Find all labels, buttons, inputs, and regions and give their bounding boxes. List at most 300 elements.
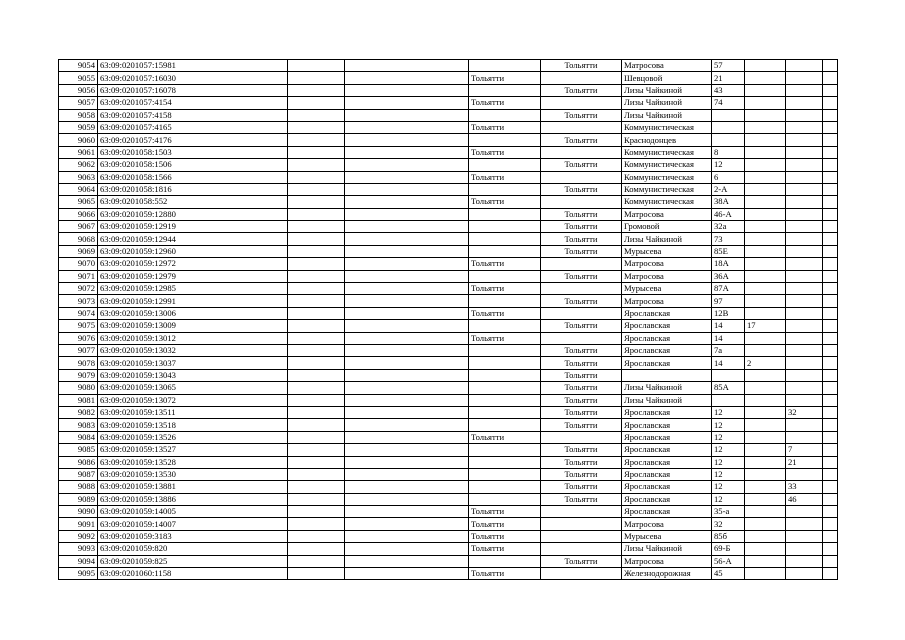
building-cell — [745, 506, 786, 518]
building-cell — [745, 97, 786, 109]
cadastral-number-cell: 63:09:0201059:12985 — [98, 283, 288, 295]
trailing-cell — [823, 245, 838, 257]
building-cell — [745, 369, 786, 381]
locality-cell — [541, 307, 622, 319]
empty-cell-b — [345, 406, 469, 418]
building-cell — [745, 60, 786, 72]
empty-cell-a — [288, 493, 345, 505]
row-number-cell: 9084 — [59, 431, 98, 443]
empty-cell-a — [288, 109, 345, 121]
table-row — [59, 283, 838, 295]
empty-cell-b — [345, 307, 469, 319]
empty-cell-b — [345, 171, 469, 183]
city-cell — [469, 208, 541, 220]
street-cell: Лизы Чайкиной — [622, 109, 712, 121]
building-cell — [745, 72, 786, 84]
building-cell — [745, 183, 786, 195]
locality-cell — [541, 518, 622, 530]
house-cell: 7а — [712, 344, 745, 356]
house-cell: 12 — [712, 419, 745, 431]
building-cell — [745, 419, 786, 431]
apartment-cell — [786, 159, 823, 171]
house-cell: 12В — [712, 307, 745, 319]
cadastral-number-cell: 63:09:0201059:12880 — [98, 208, 288, 220]
row-number-cell: 9079 — [59, 369, 98, 381]
apartment-cell — [786, 134, 823, 146]
empty-cell-a — [288, 568, 345, 580]
row-number-cell: 9082 — [59, 406, 98, 418]
house-cell: 35-а — [712, 506, 745, 518]
trailing-cell — [823, 555, 838, 567]
row-number-cell: 9088 — [59, 481, 98, 493]
row-number-cell: 9074 — [59, 307, 98, 319]
row-number-cell: 9067 — [59, 221, 98, 233]
apartment-cell — [786, 196, 823, 208]
street-cell: Ярославская — [622, 431, 712, 443]
row-number-cell: 9065 — [59, 196, 98, 208]
city-cell: Тольятти — [469, 332, 541, 344]
city-cell: Тольятти — [469, 196, 541, 208]
empty-cell-a — [288, 208, 345, 220]
trailing-cell — [823, 444, 838, 456]
row-number-cell: 9056 — [59, 84, 98, 96]
street-cell: Железнодорожная — [622, 568, 712, 580]
street-cell: Коммунистическая — [622, 121, 712, 133]
apartment-cell: 33 — [786, 481, 823, 493]
house-cell: 32 — [712, 518, 745, 530]
house-cell: 46-А — [712, 208, 745, 220]
city-cell — [469, 444, 541, 456]
house-cell: 85А — [712, 382, 745, 394]
city-cell — [469, 159, 541, 171]
street-cell: Краснодонцев — [622, 134, 712, 146]
city-cell: Тольятти — [469, 543, 541, 555]
apartment-cell — [786, 146, 823, 158]
cadastral-number-cell: 63:09:0201059:14005 — [98, 506, 288, 518]
city-cell — [469, 555, 541, 567]
row-number-cell: 9060 — [59, 134, 98, 146]
locality-cell — [541, 171, 622, 183]
house-cell: 85б — [712, 530, 745, 542]
cadastral-number-cell: 63:09:0201058:1503 — [98, 146, 288, 158]
city-cell — [469, 357, 541, 369]
table-row — [59, 208, 838, 220]
building-cell: 17 — [745, 320, 786, 332]
building-cell — [745, 146, 786, 158]
empty-cell-b — [345, 233, 469, 245]
city-cell — [469, 183, 541, 195]
empty-cell-a — [288, 369, 345, 381]
house-cell: 14 — [712, 320, 745, 332]
table-row — [59, 320, 838, 332]
row-number-cell: 9090 — [59, 506, 98, 518]
cadastral-number-cell: 63:09:0201058:1506 — [98, 159, 288, 171]
locality-cell: Тольятти — [541, 320, 622, 332]
empty-cell-b — [345, 456, 469, 468]
empty-cell-b — [345, 221, 469, 233]
cadastral-number-cell: 63:09:0201059:13527 — [98, 444, 288, 456]
empty-cell-b — [345, 506, 469, 518]
locality-cell — [541, 196, 622, 208]
city-cell: Тольятти — [469, 307, 541, 319]
locality-cell: Тольятти — [541, 183, 622, 195]
row-number-cell: 9066 — [59, 208, 98, 220]
apartment-cell — [786, 320, 823, 332]
table-row — [59, 109, 838, 121]
locality-cell — [541, 72, 622, 84]
empty-cell-b — [345, 72, 469, 84]
apartment-cell: 21 — [786, 456, 823, 468]
locality-cell: Тольятти — [541, 109, 622, 121]
row-number-cell: 9085 — [59, 444, 98, 456]
street-cell: Матросова — [622, 555, 712, 567]
cadastral-number-cell: 63:09:0201059:13037 — [98, 357, 288, 369]
table-row — [59, 481, 838, 493]
empty-cell-b — [345, 320, 469, 332]
locality-cell: Тольятти — [541, 295, 622, 307]
street-cell: Матросова — [622, 295, 712, 307]
trailing-cell — [823, 121, 838, 133]
empty-cell-b — [345, 419, 469, 431]
table-row — [59, 97, 838, 109]
trailing-cell — [823, 270, 838, 282]
table-row — [59, 344, 838, 356]
table-row — [59, 245, 838, 257]
row-number-cell: 9072 — [59, 283, 98, 295]
apartment-cell — [786, 295, 823, 307]
empty-cell-a — [288, 221, 345, 233]
empty-cell-a — [288, 543, 345, 555]
row-number-cell: 9058 — [59, 109, 98, 121]
cadastral-number-cell: 63:09:0201057:4154 — [98, 97, 288, 109]
building-cell — [745, 270, 786, 282]
empty-cell-a — [288, 121, 345, 133]
apartment-cell — [786, 270, 823, 282]
building-cell — [745, 555, 786, 567]
empty-cell-a — [288, 270, 345, 282]
apartment-cell — [786, 183, 823, 195]
building-cell — [745, 444, 786, 456]
empty-cell-a — [288, 357, 345, 369]
empty-cell-a — [288, 171, 345, 183]
empty-cell-a — [288, 456, 345, 468]
row-number-cell: 9064 — [59, 183, 98, 195]
locality-cell — [541, 146, 622, 158]
street-cell: Шевцовой — [622, 72, 712, 84]
row-number-cell: 9055 — [59, 72, 98, 84]
cadastral-number-cell: 63:09:0201059:12944 — [98, 233, 288, 245]
building-cell — [745, 208, 786, 220]
empty-cell-a — [288, 245, 345, 257]
city-cell: Тольятти — [469, 258, 541, 270]
empty-cell-a — [288, 233, 345, 245]
empty-cell-a — [288, 332, 345, 344]
table-row — [59, 555, 838, 567]
row-number-cell: 9077 — [59, 344, 98, 356]
table-row — [59, 159, 838, 171]
house-cell — [712, 134, 745, 146]
table-row — [59, 121, 838, 133]
building-cell — [745, 221, 786, 233]
street-cell: Коммунистическая — [622, 146, 712, 158]
empty-cell-b — [345, 109, 469, 121]
street-cell: Лизы Чайкиной — [622, 543, 712, 555]
city-cell — [469, 369, 541, 381]
trailing-cell — [823, 320, 838, 332]
empty-cell-a — [288, 72, 345, 84]
cadastral-number-cell: 63:09:0201059:12919 — [98, 221, 288, 233]
row-number-cell: 9061 — [59, 146, 98, 158]
house-cell: 12 — [712, 456, 745, 468]
table-row — [59, 530, 838, 542]
empty-cell-a — [288, 159, 345, 171]
apartment-cell — [786, 233, 823, 245]
locality-cell: Тольятти — [541, 233, 622, 245]
empty-cell-a — [288, 481, 345, 493]
table-row — [59, 468, 838, 480]
building-cell — [745, 258, 786, 270]
trailing-cell — [823, 183, 838, 195]
apartment-cell — [786, 283, 823, 295]
locality-cell: Тольятти — [541, 60, 622, 72]
street-cell: Коммунистическая — [622, 159, 712, 171]
empty-cell-a — [288, 530, 345, 542]
building-cell — [745, 456, 786, 468]
empty-cell-b — [345, 196, 469, 208]
locality-cell: Тольятти — [541, 444, 622, 456]
trailing-cell — [823, 456, 838, 468]
empty-cell-a — [288, 295, 345, 307]
row-number-cell: 9080 — [59, 382, 98, 394]
street-cell: Ярославская — [622, 344, 712, 356]
empty-cell-b — [345, 382, 469, 394]
street-cell — [622, 369, 712, 381]
house-cell: 12 — [712, 406, 745, 418]
house-cell: 69-Б — [712, 543, 745, 555]
house-cell: 18А — [712, 258, 745, 270]
row-number-cell: 9089 — [59, 493, 98, 505]
empty-cell-b — [345, 493, 469, 505]
city-cell: Тольятти — [469, 146, 541, 158]
building-cell — [745, 84, 786, 96]
building-cell — [745, 159, 786, 171]
empty-cell-b — [345, 357, 469, 369]
trailing-cell — [823, 382, 838, 394]
table-row — [59, 84, 838, 96]
apartment-cell — [786, 344, 823, 356]
house-cell: 12 — [712, 481, 745, 493]
row-number-cell: 9071 — [59, 270, 98, 282]
trailing-cell — [823, 394, 838, 406]
street-cell: Коммунистическая — [622, 171, 712, 183]
city-cell: Тольятти — [469, 506, 541, 518]
cadastral-number-cell: 63:09:0201057:16030 — [98, 72, 288, 84]
city-cell — [469, 60, 541, 72]
street-cell: Ярославская — [622, 307, 712, 319]
empty-cell-b — [345, 134, 469, 146]
street-cell: Ярославская — [622, 444, 712, 456]
empty-cell-b — [345, 530, 469, 542]
apartment-cell — [786, 60, 823, 72]
street-cell: Лизы Чайкиной — [622, 382, 712, 394]
apartment-cell — [786, 543, 823, 555]
house-cell: 14 — [712, 332, 745, 344]
cadastral-number-cell: 63:09:0201059:12979 — [98, 270, 288, 282]
house-cell: 32а — [712, 221, 745, 233]
city-cell — [469, 382, 541, 394]
trailing-cell — [823, 134, 838, 146]
house-cell: 12 — [712, 159, 745, 171]
table-row — [59, 270, 838, 282]
table-row — [59, 518, 838, 530]
building-cell — [745, 431, 786, 443]
locality-cell: Тольятти — [541, 394, 622, 406]
trailing-cell — [823, 431, 838, 443]
trailing-cell — [823, 518, 838, 530]
house-cell: 6 — [712, 171, 745, 183]
table-row — [59, 431, 838, 443]
city-cell — [469, 481, 541, 493]
house-cell: 12 — [712, 444, 745, 456]
street-cell: Мурысева — [622, 245, 712, 257]
cadastral-number-cell: 63:09:0201059:12991 — [98, 295, 288, 307]
table-body — [59, 60, 838, 580]
cadastral-number-cell: 63:09:0201059:13072 — [98, 394, 288, 406]
street-cell: Лизы Чайкиной — [622, 394, 712, 406]
cadastral-number-cell: 63:09:0201059:820 — [98, 543, 288, 555]
building-cell — [745, 568, 786, 580]
table-row — [59, 419, 838, 431]
building-cell — [745, 394, 786, 406]
apartment-cell — [786, 84, 823, 96]
street-cell: Лизы Чайкиной — [622, 97, 712, 109]
building-cell — [745, 196, 786, 208]
cadastral-number-cell: 63:09:0201059:825 — [98, 555, 288, 567]
trailing-cell — [823, 468, 838, 480]
city-cell — [469, 84, 541, 96]
building-cell — [745, 134, 786, 146]
street-cell: Матросова — [622, 518, 712, 530]
house-cell — [712, 121, 745, 133]
cadastral-number-cell: 63:09:0201059:14007 — [98, 518, 288, 530]
trailing-cell — [823, 357, 838, 369]
table-row — [59, 233, 838, 245]
trailing-cell — [823, 72, 838, 84]
street-cell: Мурысева — [622, 530, 712, 542]
cadastral-number-cell: 63:09:0201059:13009 — [98, 320, 288, 332]
row-number-cell: 9087 — [59, 468, 98, 480]
cadastral-number-cell: 63:09:0201059:13012 — [98, 332, 288, 344]
trailing-cell — [823, 295, 838, 307]
empty-cell-a — [288, 196, 345, 208]
house-cell: 2-А — [712, 183, 745, 195]
locality-cell: Тольятти — [541, 270, 622, 282]
building-cell — [745, 468, 786, 480]
city-cell — [469, 270, 541, 282]
row-number-cell: 9068 — [59, 233, 98, 245]
trailing-cell — [823, 543, 838, 555]
house-cell: 73 — [712, 233, 745, 245]
empty-cell-b — [345, 258, 469, 270]
trailing-cell — [823, 60, 838, 72]
cadastral-number-cell: 63:09:0201059:3183 — [98, 530, 288, 542]
empty-cell-a — [288, 320, 345, 332]
locality-cell — [541, 258, 622, 270]
trailing-cell — [823, 84, 838, 96]
row-number-cell: 9059 — [59, 121, 98, 133]
building-cell — [745, 481, 786, 493]
street-cell: Ярославская — [622, 320, 712, 332]
locality-cell — [541, 431, 622, 443]
cadastral-number-cell: 63:09:0201059:13886 — [98, 493, 288, 505]
row-number-cell: 9092 — [59, 530, 98, 542]
building-cell — [745, 406, 786, 418]
street-cell: Мурысева — [622, 283, 712, 295]
trailing-cell — [823, 283, 838, 295]
trailing-cell — [823, 258, 838, 270]
apartment-cell — [786, 530, 823, 542]
row-number-cell: 9062 — [59, 159, 98, 171]
trailing-cell — [823, 97, 838, 109]
cadastral-number-cell: 63:09:0201059:13518 — [98, 419, 288, 431]
street-cell: Ярославская — [622, 481, 712, 493]
empty-cell-a — [288, 283, 345, 295]
table-row — [59, 307, 838, 319]
apartment-cell — [786, 431, 823, 443]
trailing-cell — [823, 159, 838, 171]
empty-cell-b — [345, 60, 469, 72]
city-cell: Тольятти — [469, 518, 541, 530]
building-cell — [745, 530, 786, 542]
cadastral-number-cell: 63:09:0201059:13065 — [98, 382, 288, 394]
locality-cell: Тольятти — [541, 221, 622, 233]
building-cell — [745, 518, 786, 530]
trailing-cell — [823, 530, 838, 542]
empty-cell-b — [345, 159, 469, 171]
apartment-cell — [786, 121, 823, 133]
cadastral-number-cell: 63:09:0201057:4176 — [98, 134, 288, 146]
building-cell — [745, 121, 786, 133]
cadastral-number-cell: 63:09:0201058:1566 — [98, 171, 288, 183]
row-number-cell: 9091 — [59, 518, 98, 530]
apartment-cell — [786, 382, 823, 394]
locality-cell — [541, 568, 622, 580]
table-row — [59, 221, 838, 233]
row-number-cell: 9075 — [59, 320, 98, 332]
locality-cell — [541, 283, 622, 295]
empty-cell-b — [345, 431, 469, 443]
cadastral-number-cell: 63:09:0201059:13528 — [98, 456, 288, 468]
empty-cell-a — [288, 146, 345, 158]
empty-cell-a — [288, 307, 345, 319]
table-row — [59, 146, 838, 158]
city-cell: Тольятти — [469, 530, 541, 542]
house-cell: 38А — [712, 196, 745, 208]
empty-cell-a — [288, 468, 345, 480]
house-cell — [712, 369, 745, 381]
city-cell: Тольятти — [469, 121, 541, 133]
table-row — [59, 543, 838, 555]
street-cell: Ярославская — [622, 506, 712, 518]
empty-cell-b — [345, 468, 469, 480]
trailing-cell — [823, 568, 838, 580]
house-cell — [712, 394, 745, 406]
apartment-cell — [786, 258, 823, 270]
city-cell — [469, 456, 541, 468]
locality-cell: Тольятти — [541, 419, 622, 431]
apartment-cell — [786, 369, 823, 381]
street-cell: Ярославская — [622, 406, 712, 418]
